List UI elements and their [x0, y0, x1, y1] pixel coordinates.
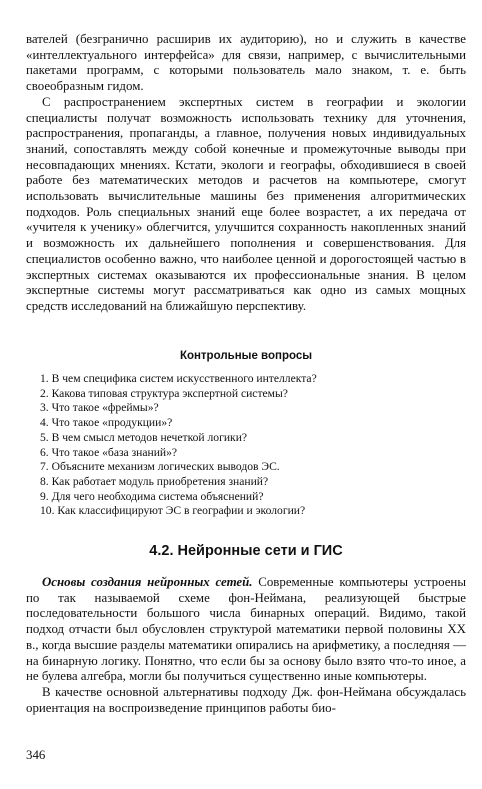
- question-item: 1. В чем специфика систем искусственного интеллекта?: [40, 372, 317, 385]
- question-item: 4. Что такое «продукции»?: [40, 416, 173, 430]
- question-item: 9. Для чего необходима система объяснений?: [40, 489, 264, 503]
- question-item: 6. Что такое «база знаний»?: [40, 445, 178, 459]
- question-item: 10. Как классифицируют ЭС в географии и экологии?: [40, 504, 306, 518]
- section-paragraph-2: В качестве основной альтернативы подходу Дж. фон-Неймана обсуждалась ориентация на воспроизведение принципов работы био-: [26, 684, 466, 715]
- question-item: 2. Какова типовая структура экспертной системы?: [40, 386, 288, 400]
- question-item: 5. В чем смысл методов нечеткой логики?: [40, 430, 248, 444]
- question-item: 7. Объясните механизм логических выводов ЭС.: [40, 460, 280, 474]
- paragraph-continued: вателей (безгранично расширив их аудиторию), но и служить в качестве «интеллектуального интерфейса» для связи, например, с вычислительными пакетами программ, с которыми пользователь мало знаком, т. е. быть своеобразным гидом.: [26, 32, 466, 94]
- section-paragraph-1-text: Современные компьютеры устроены по так называемой схеме фон-Неймана, реализующей быстрые последовательности большого числа бинарных операций. Видимо, такой подход отчасти был обусловлен структурой математики первой половины XX в., когда высшие разделы математики опирались на арифметику, а последняя — на бинарную логику. Понятно, что если бы за основу было взято что-то иное, а не булева алгебра, могли бы получиться существенно иные компьютеры.: [26, 575, 466, 684]
- paragraph-expert-systems: С распространением экспертных систем в географии и экологии специалисты получат возможность использовать технику для уточнения, распространения, пропаганды, а главное, получения новых индивидуальных знаний, сопоставлять между собой конечные и промежуточные выводы при несовпадающих мнениях. Кстати, экологи и географы, обходившиеся в своей работе без математических методов и расчетов на компьютере, смогут использовать вычислительные машины без применения алгоритмических подходов. Роль специальных знаний еще более возрастет, а их передача от «учителя к ученику» облегчится, улучшится сохранность накопленных знаний и возможность их дальнейшего пополнения и совершенствования. Для специалистов особенно важно, что наиболее ценной и дорогостоящей частью в экспертных системах оказываются их профессиональные знания. В целом экспертные системы могут рассматриваться как одно из самых мощных средств исследований на ближайшую перспективу.: [26, 94, 466, 313]
- questions-list: [40, 372, 460, 519]
- top-text-block: [26, 32, 466, 315]
- section-title: 4.2. Нейронные сети и ГИС: [149, 543, 343, 559]
- section-paragraph-1: [26, 575, 466, 685]
- question-item: 3. Что такое «фреймы»?: [40, 401, 159, 415]
- page-number: 346: [26, 748, 46, 762]
- questions-heading: Контрольные вопросы: [179, 350, 313, 362]
- question-item: 8. Как работает модуль приобретения знаний?: [40, 474, 269, 488]
- section-text-block: [26, 575, 466, 716]
- section-lead: Основы создания нейронных сетей.: [42, 575, 253, 589]
